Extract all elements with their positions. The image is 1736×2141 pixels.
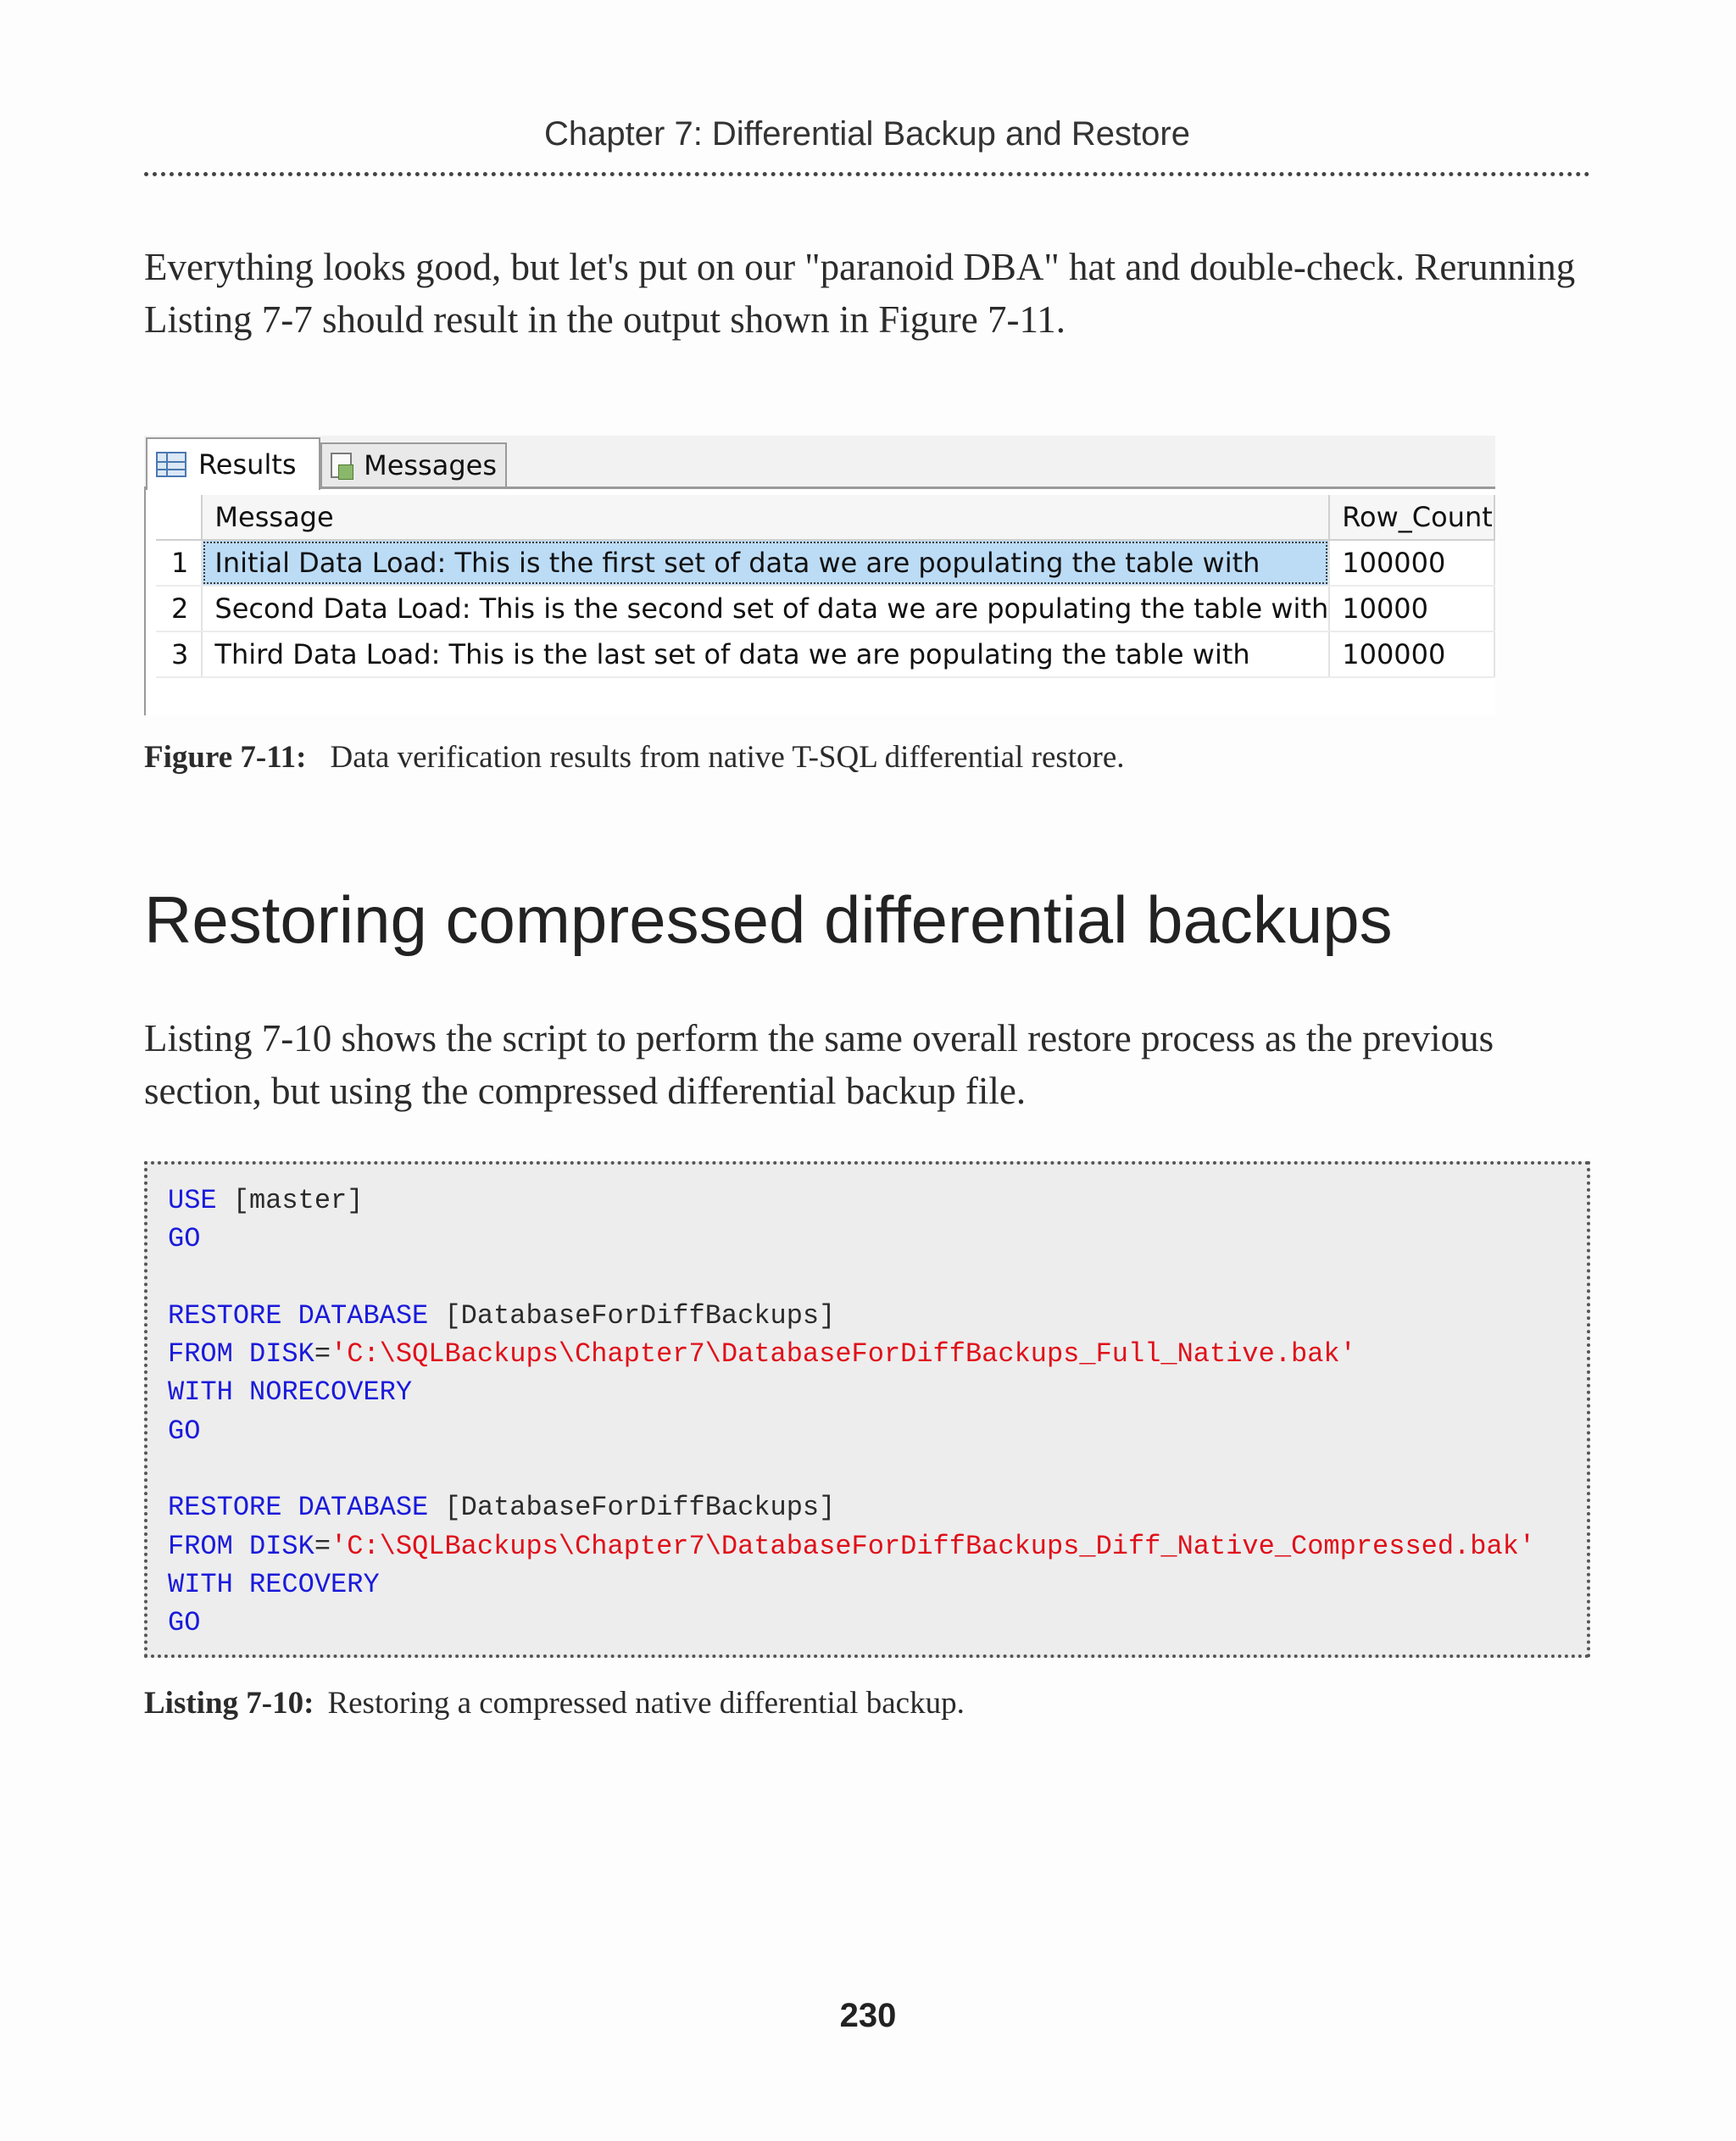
table-row[interactable] <box>156 631 1494 677</box>
code-line <box>168 1488 1587 1527</box>
code-keyword: GO <box>168 1415 201 1447</box>
code-keyword: USE <box>168 1185 217 1216</box>
page-number: 230 <box>839 1997 897 2034</box>
code-text: [DatabaseForDiffBackups] <box>428 1492 836 1524</box>
code-keyword: GO <box>168 1223 201 1255</box>
listing-caption-label: Listing 7-10: <box>144 1686 314 1721</box>
code-keyword: WITH RECOVERY <box>168 1568 380 1600</box>
code-text: [DatabaseForDiffBackups] <box>428 1299 836 1332</box>
section-heading: Restoring compressed differential backups <box>144 882 1393 957</box>
code-string: 'C:\SQLBackups\Chapter7\DatabaseForDiffBackups_Diff_Native_Compressed.bak' <box>331 1530 1536 1562</box>
code-line <box>168 1604 1587 1642</box>
code-blank-line <box>168 1259 1587 1297</box>
code-line <box>168 1335 1587 1373</box>
results-tab-bar <box>144 436 1495 489</box>
column-header-message[interactable]: Message <box>202 495 1329 540</box>
listing-caption <box>144 1685 965 1721</box>
figure-caption-label: Figure 7-11: <box>144 740 307 775</box>
tab-results[interactable] <box>146 437 320 490</box>
code-line <box>168 1220 1587 1258</box>
row-count-cell[interactable]: 100000 <box>1329 631 1494 677</box>
row-count-cell[interactable]: 100000 <box>1329 540 1494 586</box>
message-cell[interactable]: Initial Data Load: This is the first set of data we are populating the table with <box>202 540 1329 586</box>
row-number[interactable]: 2 <box>156 586 202 631</box>
code-blank-line <box>168 1450 1587 1488</box>
code-text: [master] <box>216 1185 364 1216</box>
code-keyword: FROM DISK <box>168 1530 314 1562</box>
code-keyword: RESTORE DATABASE <box>168 1492 429 1524</box>
running-header: Chapter 7: Differential Backup and Restore <box>144 115 1590 176</box>
grid-left-border <box>144 487 146 715</box>
code-line <box>168 1527 1587 1565</box>
tab-messages[interactable] <box>320 442 507 487</box>
code-keyword: WITH NORECOVERY <box>168 1376 413 1409</box>
results-grid-screenshot <box>144 436 1495 715</box>
listing-intro-paragraph: Listing 7-10 shows the script to perform the same overall restore process as the previous section, but using the compressed differential backup file. <box>144 1017 1494 1112</box>
column-header-row-count[interactable]: Row_Count <box>1329 495 1494 540</box>
row-count-cell[interactable]: 10000 <box>1329 586 1494 631</box>
code-line <box>168 1373 1587 1411</box>
figure-caption <box>144 739 1125 776</box>
figure-caption-text: Data verification results from native T-SQL differential restore. <box>330 740 1125 775</box>
row-number[interactable]: 1 <box>156 540 202 586</box>
table-header-row <box>156 495 1494 540</box>
intro-paragraph: Everything looks good, but let's put on our "paranoid DBA" hat and double-check. Rerunning Listing 7-7 should result in the output shown in Figure 7-11. <box>144 246 1576 341</box>
message-cell[interactable]: Third Data Load: This is the last set of data we are populating the table with <box>202 631 1329 677</box>
code-line <box>168 1565 1587 1604</box>
code-line <box>168 1182 1587 1220</box>
code-operator: = <box>314 1530 331 1562</box>
code-string: 'C:\SQLBackups\Chapter7\DatabaseForDiffBackups_Full_Native.bak' <box>331 1338 1356 1371</box>
row-number[interactable]: 3 <box>156 631 202 677</box>
listing-caption-text: Restoring a compressed native differential backup. <box>327 1686 965 1721</box>
table-row[interactable] <box>156 540 1494 586</box>
message-cell[interactable]: Second Data Load: This is the second set of data we are populating the table with <box>202 586 1329 631</box>
grid-icon <box>156 452 186 477</box>
code-operator: = <box>314 1338 331 1371</box>
tab-results-label: Results <box>198 448 297 481</box>
code-line <box>168 1297 1587 1335</box>
code-line <box>168 1412 1587 1450</box>
code-keyword: RESTORE DATABASE <box>168 1299 429 1332</box>
code-keyword: FROM DISK <box>168 1338 314 1371</box>
tab-messages-label: Messages <box>364 449 497 481</box>
row-number-header <box>156 495 202 540</box>
code-listing <box>144 1161 1590 1658</box>
table-row[interactable] <box>156 586 1494 631</box>
results-table <box>156 495 1495 678</box>
message-icon <box>331 453 352 478</box>
code-keyword: GO <box>168 1607 201 1639</box>
